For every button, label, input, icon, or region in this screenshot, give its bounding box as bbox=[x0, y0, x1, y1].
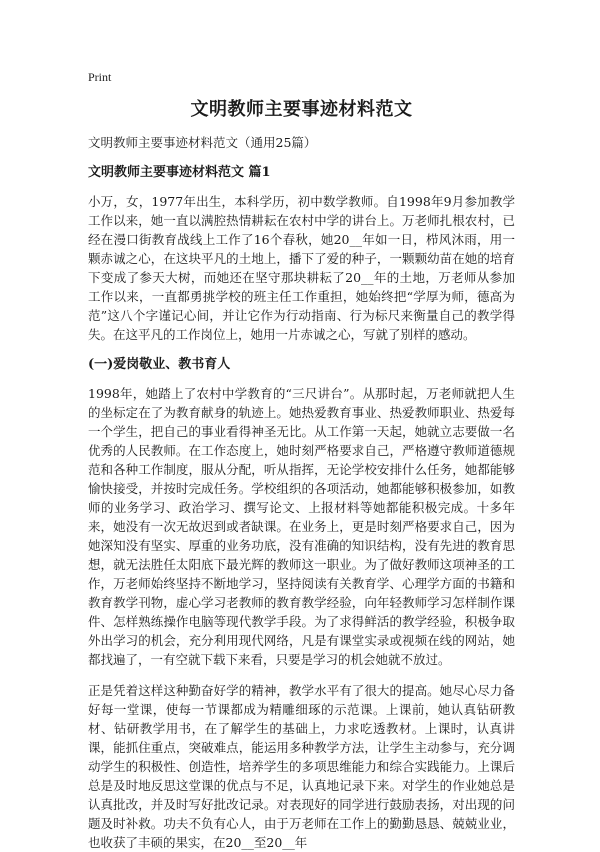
paragraph-intro: 小万，女，1977年出生，本科学历，初中数学教师。自1998年9月参加教学工作以来，她一直以满腔热情耕耘在农村中学的讲台上。万老师扎根农村，已经在漫口街教育战线上工作了16个春秋，她20__年如一日，栉风沐雨，用一颗赤诚之心，在这块平凡的土地上，播下了爱的种子，一颗颗幼苗在她的培育下变成了参天大树，而她还在坚守那块耕耘了20__年的土地，万老师从参加工作以来，一直都勇挑学校的班主任工作重担，她始终把“学厚为师，德高为范”这八个字谨记心间，并让它作为行动指南、行为标尺来衡量自己的教学得失。在这平凡的工作岗位上，她用一片赤诚之心，写就了别样的感动。 bbox=[88, 194, 515, 342]
document-subtitle: 文明教师主要事迹材料范文（通用25篇） bbox=[88, 135, 317, 150]
paragraph-dedication: 1998年，她踏上了农村中学教育的“三尺讲台”。从那时起，万老师就把人生的坐标定在了为教育献身的轨迹上。她热爱教育事业、热爱教师职业、热爱每一个学生，把自己的事业看得神圣无比。从工作第一天起，她就立志要做一名优秀的人民教师。在工作态度上，她时刻严格要求自己，严格遵守教师道德规范和各种工作制度，服从分配，听从指挥，无论学校安排什么任务，她都能够愉快接受，并按时完成任务。学校组织的各项活动，她都能够积极参加，如教师的业务学习、政治学习、撰写论文、上报材料等她都能积极完成。十多年来，她没有一次无故迟到或者缺课。在业务上，更是时刻严格要求自己，因为她深知没有坚实、厚重的业务功底，没有准确的知识结构，没有先进的教育思想，就无法胜任太阳底下最光辉的教师这一职业。为了做好教师这项神圣的工作，万老师始终坚持不断地学习，坚持阅读有关教育学、心理学方面的书籍和教育教学刊物，虚心学习老教师的教育教学经验，向年轻教师学习怎样制作课件、怎样熟练操作电脑等现代教学手段。为了求得鲜活的教学经验，积极争取外出学习的机会，充分利用现代网络，凡是有课堂实录或视频在线的网站，她都找遍了，一有空就下载下来看，只要是学习的机会她就不放过。 bbox=[88, 386, 515, 667]
section-heading: 文明教师主要事迹材料范文 篇1 bbox=[88, 165, 271, 180]
paragraph-teaching: 正是凭着这样这种勤奋好学的精神，教学水平有了很大的提高。她尽心尽力备好每一堂课，使每一节课都成为精雕细琢的示范课。上课前，她认真钻研教材、钻研教学用书，在了解学生的基础上，力求吃透教材。上课时，认真讲课，能抓住重点，突破难点，能运用多种教学方法，让学生主动参与，充分调动学生的积极性、创造性，培养学生的多项思维能力和综合实践能力。上课后总是及时地反思这堂课的优点与不足，认真地记录下来。对学生的作业她总是认真批改，并及时写好批改记录。对表现好的同学进行鼓励表扬，对出现的问题及时补救。功夫不负有心人，由于万老师在工作上的勤勤恳恳、兢兢业业，也收获了丰硕的果实，在20__至20__年 bbox=[88, 683, 515, 850]
print-label[interactable]: Print bbox=[88, 70, 112, 84]
document-title: 文明教师主要事迹材料范文 bbox=[190, 99, 413, 120]
subsection-heading: (一)爱岗敬业、教书育人 bbox=[88, 357, 231, 372]
